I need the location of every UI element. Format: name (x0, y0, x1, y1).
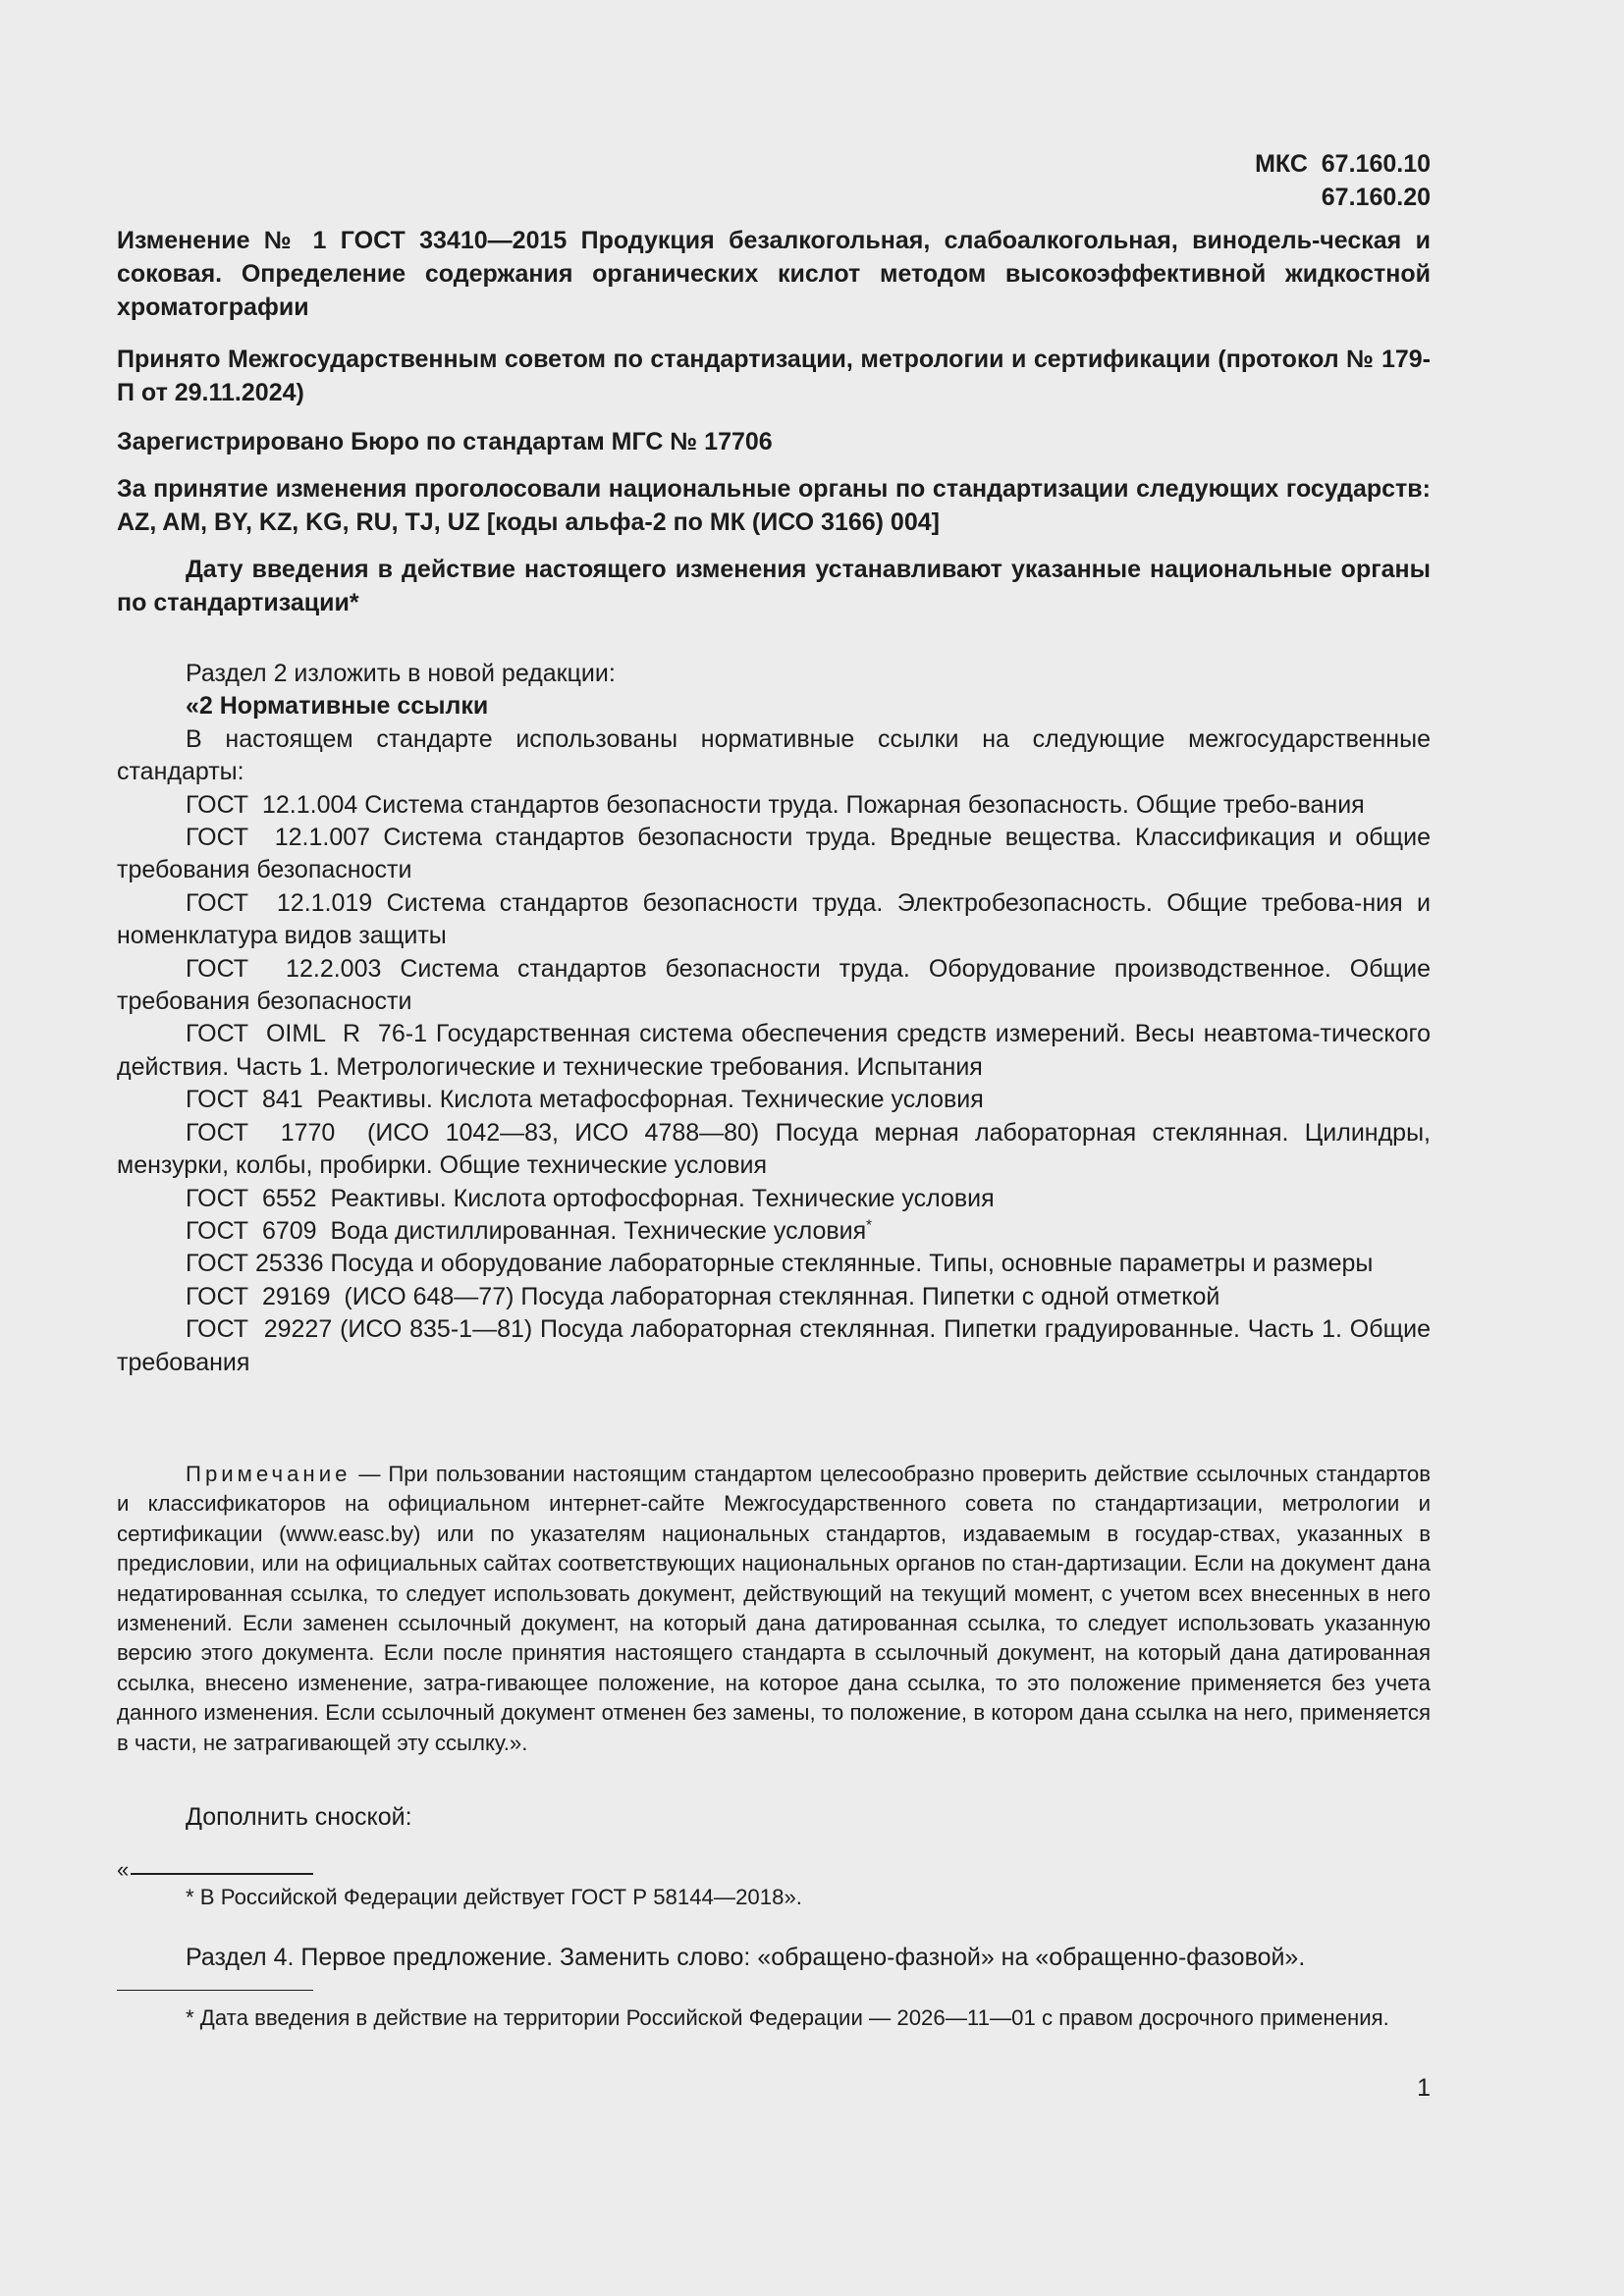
gost-title: (ИСО 1042—83, ИСО 4788—80) Посуда мерная лабораторная стеклянная. Цилиндры, мензурки, колбы, пробирки. Общие технические условия (117, 1118, 1431, 1180)
gost-title: Реактивы. Кислота ортофосфорная. Технические условия (330, 1184, 995, 1212)
page-number: 1 (1417, 2074, 1431, 2102)
gost-reference-list (117, 789, 1431, 1379)
inner-footnote-quote-mark: « (117, 1857, 130, 1882)
gost-reference-item (117, 822, 1431, 887)
gost-code: ГОСТ 12.1.004 (186, 790, 365, 819)
footnote-rule (117, 1990, 313, 1991)
gost-title: Система стандартов безопасности труда. Электробезопасность. Общие требова-ния и номенклатура видов защиты (117, 888, 1431, 950)
gost-code: ГОСТ OIML R 76-1 (186, 1020, 436, 1048)
adopted-statement: Принято Межгосударственным советом по стандартизации, метрологии и сертификации (протокол № 179-П от 29.11.2024) (117, 346, 1431, 406)
gost-title: Вода дистиллированная. Технические условия (330, 1216, 867, 1245)
gost-title: Государственная система обеспечения средств измерений. Весы неавтома-тического действия. Часть 1. Метрологические и технические требования. Испытания (117, 1020, 1431, 1081)
gost-reference-item (117, 1183, 1431, 1215)
gost-reference-item (117, 1018, 1431, 1084)
gost-title: Система стандартов безопасности труда. Пожарная безопасность. Общие требо-вания (364, 790, 1365, 819)
note-label: Примечание (186, 1462, 352, 1486)
mks-label: МКС (1255, 150, 1308, 178)
gost-code: ГОСТ 12.2.003 (186, 954, 401, 983)
mks-code-2: 67.160.20 (1321, 184, 1431, 211)
gost-reference-item (117, 1313, 1431, 1379)
gost-title: Реактивы. Кислота метафосфорная. Технические условия (316, 1086, 984, 1114)
footnote-marker: * (866, 1216, 873, 1234)
effective-date-statement: Дату введения в действие настоящего изменения устанавливают указанные национальные органы по стандартизации* (117, 556, 1431, 616)
supplement-instruction: Дополнить сноской: (186, 1803, 412, 1831)
gost-code: ГОСТ 12.1.007 (186, 824, 384, 852)
gost-code: ГОСТ 25336 (186, 1250, 331, 1278)
gost-title: Посуда и оборудование лабораторные стеклянные. Типы, основные параметры и размеры (330, 1250, 1374, 1278)
section-lead: В настоящем стандарте использованы нормативные ссылки на следующие межгосударственные стандарты: (117, 724, 1431, 786)
mks-code-line-1 (1255, 147, 1431, 181)
section-4-instruction: Раздел 4. Первое предложение. Заменить слово: «обращено-фазной» на «обращенно-фазовой». (186, 1944, 1306, 1971)
gost-title: Система стандартов безопасности труда. Вредные вещества. Классификация и общие требования безопасности (117, 824, 1431, 884)
mks-codes (1255, 147, 1431, 214)
gost-code: ГОСТ 29169 (186, 1282, 345, 1310)
gost-code: ГОСТ 841 (186, 1086, 317, 1114)
gost-code: ГОСТ 6709 (186, 1216, 331, 1245)
gost-reference-item (117, 1281, 1431, 1313)
gost-title: Система стандартов безопасности труда. Оборудование производственное. Общие требования безопасности (117, 954, 1431, 1016)
gost-reference-item (117, 953, 1431, 1019)
voting-statement: За принятие изменения проголосовали национальные органы по стандартизации следующих государств: AZ, AM, BY, KZ, KG, RU, TJ, UZ [коды альфа-2 по МК (ИСО 3166) 004] (117, 475, 1431, 536)
section-title: «2 Нормативные ссылки (186, 692, 489, 721)
gost-reference-item (117, 1084, 1431, 1116)
gost-reference-item (117, 1117, 1431, 1183)
gost-reference-item (117, 1248, 1431, 1280)
gost-reference-item (117, 789, 1431, 822)
inner-footnote-text: * В Российской Федерации действует ГОСТ Р 58144—2018». (186, 1885, 802, 1909)
page-footnote: * Дата введения в действие на территории Российской Федерации — 2026—11—01 с правом досрочного применения. (186, 2005, 1389, 2030)
section-intro: Раздел 2 изложить в новой редакции: (186, 660, 616, 687)
mks-code-1: 67.160.10 (1321, 150, 1431, 178)
gost-code: ГОСТ 12.1.019 (186, 888, 387, 917)
gost-reference-item (117, 1215, 1431, 1248)
gost-reference-item (117, 887, 1431, 953)
document-title: Изменение № 1 ГОСТ 33410—2015 Продукция безалкогольная, слабоалкогольная, винодель-ческая и соковая. Определение содержания органических кислот методом высокоэффективной жидкостной хроматографии (117, 227, 1431, 321)
gost-title: (ИСО 648—77) Посуда лабораторная стеклянная. Пипетки с одной отметкой (344, 1282, 1220, 1310)
registration-statement: Зарегистрировано Бюро по стандартам МГС № 17706 (117, 428, 773, 455)
gost-title: (ИСО 835-1—81) Посуда лабораторная стеклянная. Пипетки градуированные. Часть 1. Общие требования (117, 1315, 1432, 1376)
amendment-body (117, 658, 1431, 1379)
gost-code: ГОСТ 6552 (186, 1184, 331, 1212)
note-text: — При пользовании настоящим стандартом целесообразно проверить действие ссылочных стандартов и классификаторов на официальном интернет-сайте Межгосударственного совета по стандартизации, метрологии и сертификации (www.easc.by) или по указателям национальных стандартов, издаваемым в государ-ствах, указанных в предисловии, или на официальных сайтах соответствующих национальных органов по стан-дартизации. Если на документ дана недатированная ссылка, то следует использовать документ, действующий на текущий момент, с учетом всех внесенных в него изменений. Если заменен ссылочный документ, на который дана датированная ссылка, то следует использовать указанную версию этого документа. Если после принятия настоящего стандарта в ссылочный документ, на который дана датированная ссылка, внесено изменение, затра-гивающее положение, на которое дана ссылка, то это положение применяется без учета данного изменения. Если ссылочный документ отменен без замены, то положение, в котором дана ссылка на него, применяется в части, не затрагивающей эту ссылку.». (117, 1462, 1431, 1755)
inner-footnote-rule (131, 1873, 313, 1875)
gost-code: ГОСТ 1770 (186, 1118, 367, 1147)
note-paragraph (117, 1460, 1431, 1758)
gost-code: ГОСТ 29227 (186, 1315, 341, 1344)
